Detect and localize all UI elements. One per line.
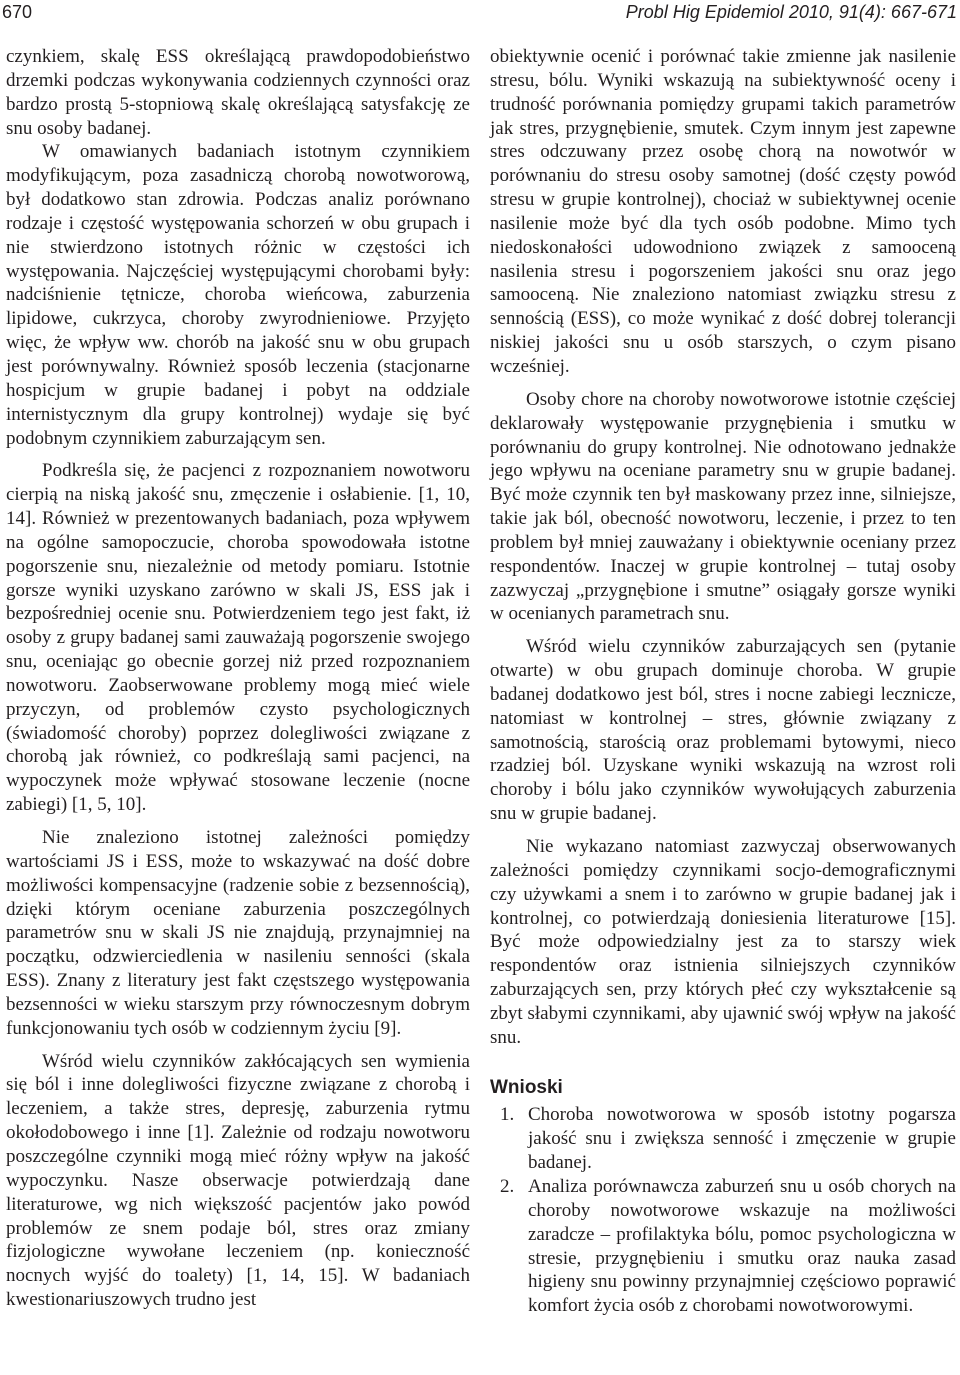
paragraph: czynkiem, skalę ESS określającą prawdopodobieństwo drzemki podczas wykonywania codziennych czynności oraz bardzo prostą 5-stopniową skalę określającą satysfakcję ze snu osoby badanej. xyxy=(6,46,470,139)
conclusions-list xyxy=(490,1103,956,1318)
paragraph: Wśród wielu czynników zaburzających sen (pytanie otwarte) w obu grupach dominuje choroba. W grupie badanej dodatkowo jest ból, stres i nocne zabiegi lecznicze, natomiast w kontrolnej – stres, głównie związany z samotnością, starością oraz problemami bytowymi, nieco rzadziej ból. Uzyskane wyniki wskazują na wzrost roli choroby i bólu jako czynników wywołujących zaburzenia snu w grupie badanej. xyxy=(490,636,956,825)
list-item-text: Analiza porównawcza zaburzeń snu u osób chorych na choroby nowotworowe wskazuje na możliwości zaradcze – profilaktyka bólu, pomoc psychologiczna w stresie, przygnębieniu i smutku oraz nauka zasad higieny snu powinny przynajmniej częściowo poprawić komfort życia osób z chorobami nowotworowymi. xyxy=(528,1175,956,1317)
list-item-text: Choroba nowotworowa w sposób istotny pogarsza jakość snu i zwiększa senność i zmęczenie w grupie badanej. xyxy=(528,1104,956,1174)
right-column xyxy=(490,45,956,1318)
paragraph: Osoby chore na choroby nowotworowe istotnie częściej deklarowały występowanie przygnębienia i smutku w porównaniu do grupy kontrolnej. Nie odnotowano jednakże jego wpływu na oceniane parametry snu w grupie badanej. Być może czynnik ten był maskowany przez inne, silniejsze, takie jak ból, obecność nowotworu, leczenie, i przez to ten problem był mniej zauważany i obiektywnie oceniany przez respondentów. Inaczej w grupie kontrolnej – tutaj osoby zazwyczaj „przygnębione i smutne” osiągały gorsze wyniki w ocenianych parametrach snu. xyxy=(490,388,956,625)
paragraph: obiektywnie ocenić i porównać takie zmienne jak nasilenie stresu, bólu. Wyniki wskazują na subiektywność oceny i trudność porównania pomiędzy grupami takich parametrów jak stres, przygnębienie, smutek. Czym innym jest zapewne stres odczuwany przez osobę chorą na nowotwór w porównaniu do stresu osoby samotnej (dość częsty powód stresu w grupie kontrolnej), chociaż w subiektywnej ocenie nasilenie może być dla tych osób podobne. Mimo tych niedoskonałości udowodniono związek z samooceną nasilenia stresu i pogorszeniem jakości snu oraz jego samooceną. Nie znaleziono natomiast związku stresu z sennością (ESS), co może wynikać z dość dobrej tolerancji niskiej jakości snu u osób starszych, o czym pisano wcześniej. xyxy=(490,46,956,377)
paragraph: W omawianych badaniach istotnym czynnikiem modyfikującym, poza zasadniczą chorobą nowotworową, był dodatkowo stan zdrowia. Podczas analiz porównano rodzaje i częstość występowania schorzeń w obu grupach i nie stwierdzono istotnych różnic w częstości ich występowania. Najczęściej występującymi chorobami były: nadciśnienie tętnicze, choroba wieńcowa, zaburzenia lipidowe, cukrzyca, choroby zwyrodnieniowe. Przyjęto więc, że wpływ ww. chorób na jakość snu w obu grupach jest porównywalny. Również sposób leczenia (stacjonarne hospicjum w grupie badanej i pobyt na oddziale internistycznym dla grupy kontrolnej) wydaje się być podobnym czynnikiem zaburzającym sen. xyxy=(6,141,470,449)
page-number: 670 xyxy=(2,2,33,22)
list-item xyxy=(490,1175,956,1318)
paragraph: Nie znaleziono istotnej zależności pomiędzy wartościami JS i ESS, może to wskazywać na dość dobre możliwości kompensacyjne (radzenie sobie z bezsennością), dzięki którym oceniane zaburzenia poszczególnych parametrów snu w skali JS nie znajdują, przynajmniej na początku, odzwierciedlenia w nasileniu senności (skala ESS). Znany z literatury jest fakt częstszego występowania bezsenności w wieku starszym przy równoczesnym dobrym funkcjonowaniu tych osób w codziennym życiu [9]. xyxy=(6,827,470,1039)
section-heading-conclusions: Wnioski xyxy=(490,1076,563,1098)
list-item-number: 1. xyxy=(500,1104,515,1126)
paragraph: Wśród wielu czynników zakłócających sen wymienia się ból i inne dolegliwości fizyczne związane z chorobą i leczeniem, a także stres, depresję, zaburzenia rytmu okołodobowego i inne [1]. Zależnie od rodzaju nowotworu poszczególne czynniki mogą mieć różny wpływ na jakość wypoczynku. Nasze obserwacje potwierdzają dane literaturowe, wg nich większość pacjentów jako powód problemów ze snem podaje ból, stres oraz zmiany fizjologiczne wywołane leczeniem (np. konieczność nocnych wyjść do toalety) [1, 14, 15]. W badaniach kwestionariuszowych trudno jest xyxy=(6,1050,470,1311)
paragraph: Podkreśla się, że pacjenci z rozpoznaniem nowotworu cierpią na niską jakość snu, zmęczenie i osłabienie. [1, 10, 14]. Również w prezentowanych badaniach, poza wpływem na ogólne samopoczucie, choroba spowodowała istotne pogorszenie snu, niezależnie od metody pomiaru. Istotnie gorsze wyniki uzyskano zarówno w skali JS, ESS jak i bezpośredniej ocenie snu. Potwierdzeniem tego jest fakt, iż osoby z grupy badanej sami zauważają pogorszenie swojego snu, oceniając go obecnie gorzej niż przed rozpoznaniem nowotworu. Zaobserwowane problemy mogą mieć wiele przyczyn, od problemów czysto psychologicznych (świadomość choroby) poprzez dolegliwości związane z chorobą jak również, co podkreślają sami pacjenci, na wypoczynek może wpływać stosowane leczenie (nocne zabiegi) [1, 5, 10]. xyxy=(6,460,470,816)
list-item xyxy=(490,1103,956,1175)
paragraph: Nie wykazano natomiast zazwyczaj obserwowanych zależności pomiędzy czynnikami socjo-demograficznymi czy używkami a snem i to zarówno w grupie badanej jak i kontrolnej, co potwierdzają doniesienia literaturowe [15]. Być może odpowiedzialny jest za to starszy wiek respondentów oraz istnienia silniejszych czynników zaburzających sen, przy których płeć czy wykształcenie są zbyt słabymi czynnikami, aby ujawnić swój wpływ na jakość snu. xyxy=(490,836,956,1048)
page-header xyxy=(0,0,960,30)
left-column xyxy=(6,45,470,1312)
journal-reference: Probl Hig Epidemiol 2010, 91(4): 667-671 xyxy=(625,2,957,22)
list-item-number: 2. xyxy=(500,1175,515,1197)
